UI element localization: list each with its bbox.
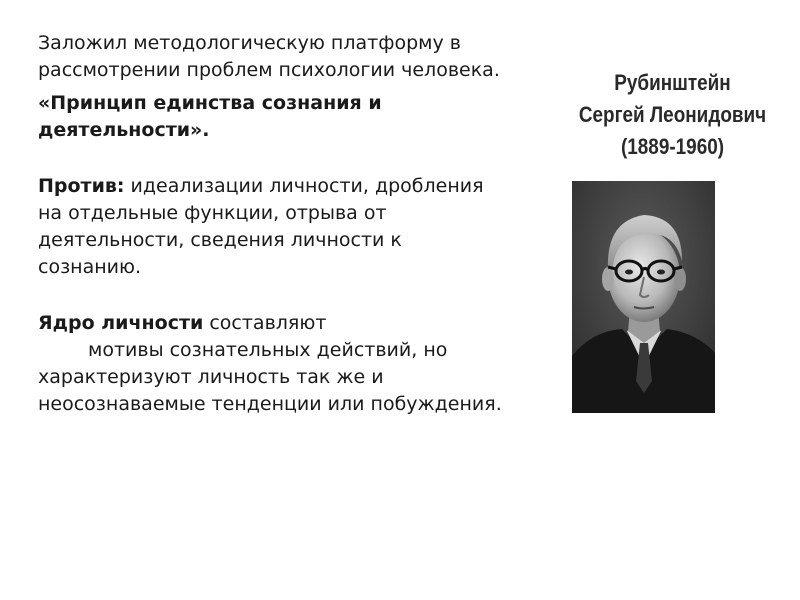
portrait-years: (1889-1960) bbox=[620, 134, 725, 159]
core-text-3: характеризуют личность так же и неосознаваемые тенденции или побуждения. bbox=[38, 366, 502, 415]
core-text-1: составляют bbox=[203, 312, 327, 334]
portrait-photo bbox=[572, 181, 715, 413]
portrait-name-given: Сергей Леонидович bbox=[578, 102, 767, 127]
portrait-caption bbox=[576, 67, 770, 163]
core-paragraph bbox=[38, 310, 508, 418]
intro-paragraph: Заложил методологическую платформу в рассмотрении проблем психологии человека. bbox=[38, 32, 500, 81]
portrait-name-surname: Рубинштейн bbox=[614, 70, 731, 95]
principle-paragraph: «Принцип единства сознания и деятельности». bbox=[38, 92, 382, 141]
against-text: идеализации личности, дробления на отдельные функции, отрыва от деятельности, сведения личности к сознанию. bbox=[38, 175, 484, 278]
against-label: Против: bbox=[38, 175, 125, 197]
portrait-image bbox=[572, 181, 715, 413]
core-text-2: мотивы сознательных действий, но bbox=[88, 339, 448, 361]
core-label: Ядро личности bbox=[38, 312, 204, 334]
against-paragraph bbox=[38, 173, 508, 281]
slide-text-body bbox=[38, 30, 508, 418]
